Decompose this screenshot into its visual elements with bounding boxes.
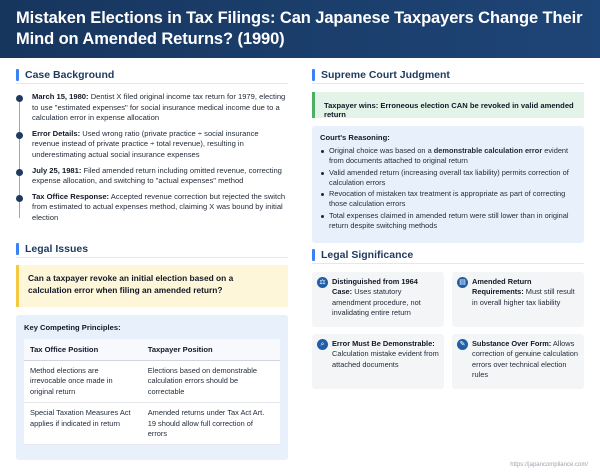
- timeline-dot: [16, 195, 23, 202]
- legal-significance-heading: Legal Significance: [312, 246, 584, 264]
- timeline-item: Error Details: Used wrong ratio (private practice ÷ social insurance revenue instead of private practice ÷ total revenue), resulting in underestimating actual social insurance expenses: [32, 129, 288, 161]
- table-cell: Amended returns under Tax Act Art. 19 should allow full correction of errors: [142, 403, 280, 445]
- table-header-row: [24, 339, 280, 361]
- table-cell: Special Taxation Measures Act applies if indicated in return: [24, 403, 142, 445]
- scale-icon: ⚖: [317, 277, 328, 288]
- page-title: Mistaken Elections in Tax Filings: Can Japanese Taxpayers Change Their Mind on Amended Returns? (1990): [16, 9, 583, 48]
- table-cell: Elections based on demonstrable calculation errors should be correctable: [142, 361, 280, 403]
- significance-card: ✎ Substance Over Form: Allows correction of genuine calculation errors over technical election rules: [452, 334, 584, 389]
- significance-card: ▤ Amended Return Requirements: Must still result in overall higher tax liability: [452, 272, 584, 327]
- section-accent-bar: [312, 249, 315, 261]
- section-accent-bar: [16, 243, 19, 255]
- reasoning-title: Court's Reasoning:: [320, 133, 390, 142]
- table-row: [24, 361, 280, 403]
- competing-principles-panel: [16, 315, 288, 460]
- section-accent-bar: [16, 69, 19, 81]
- timeline-dot: [16, 132, 23, 139]
- legal-issues-section: [16, 240, 288, 460]
- table-cell: Method elections are irrevocable once made in original return: [24, 361, 142, 403]
- list-item: Valid amended return (increasing overall tax liability) permits correction of calculation errors: [320, 168, 576, 189]
- column-header: Taxpayer Position: [142, 339, 280, 361]
- list-item: Revocation of mistaken tax treatment is appropriate as part of correcting those calculation errors: [320, 189, 576, 210]
- section-accent-bar: [312, 69, 315, 81]
- search-icon: ⌕: [317, 339, 328, 350]
- column-header: Tax Office Position: [24, 339, 142, 361]
- document-icon: ▤: [457, 277, 468, 288]
- significance-cards: [312, 272, 584, 389]
- principles-title: Key Competing Principles:: [24, 323, 121, 332]
- case-background-heading: Case Background: [16, 66, 288, 84]
- timeline-dot: [16, 95, 23, 102]
- significance-card: ⌕ Error Must Be Demonstrable: Calculation mistake evident from attached documents: [312, 334, 444, 389]
- pen-icon: ✎: [457, 339, 468, 350]
- legal-issues-heading: Legal Issues: [16, 240, 288, 258]
- table-row: [24, 403, 280, 445]
- legal-question: Can a taxpayer revoke an initial election based on a calculation error when filing an amended return?: [16, 265, 288, 307]
- judgment-section: [312, 66, 584, 243]
- page-header: [0, 0, 600, 58]
- case-background-section: [16, 66, 288, 229]
- footer-url: https://japancompliance.com/: [510, 462, 588, 468]
- case-timeline: [16, 92, 288, 224]
- verdict-box: Taxpayer wins: Erroneous election CAN be revoked in valid amended return: [312, 92, 584, 118]
- reasoning-list: [320, 146, 576, 231]
- list-item: Original choice was based on a demonstrable calculation error evident from documents attached to original return: [320, 146, 576, 167]
- judgment-heading: Supreme Court Judgment: [312, 66, 584, 84]
- timeline-item: July 25, 1981: Filed amended return including omitted revenue, correcting expense allocation, and switching to "actual expenses" method: [32, 166, 288, 187]
- list-item: Total expenses claimed in amended return were still lower than in original return despite switching methods: [320, 211, 576, 232]
- timeline-dot: [16, 169, 23, 176]
- significance-card: ⚖ Distinguished from 1964 Case: Uses statutory amendment procedure, not invalidating entire return: [312, 272, 444, 327]
- principles-table: [24, 339, 280, 445]
- court-reasoning-panel: [312, 126, 584, 243]
- timeline-item: March 15, 1980: Dentist X filed original income tax return for 1979, electing to use "estimated expenses" for social insurance medical income due to a calculation error in expense allocation: [32, 92, 288, 124]
- legal-significance-section: [312, 246, 584, 389]
- timeline-item: Tax Office Response: Accepted revenue correction but rejected the switch from estimated to actual expenses method, claiming X was bound by initial election: [32, 192, 288, 224]
